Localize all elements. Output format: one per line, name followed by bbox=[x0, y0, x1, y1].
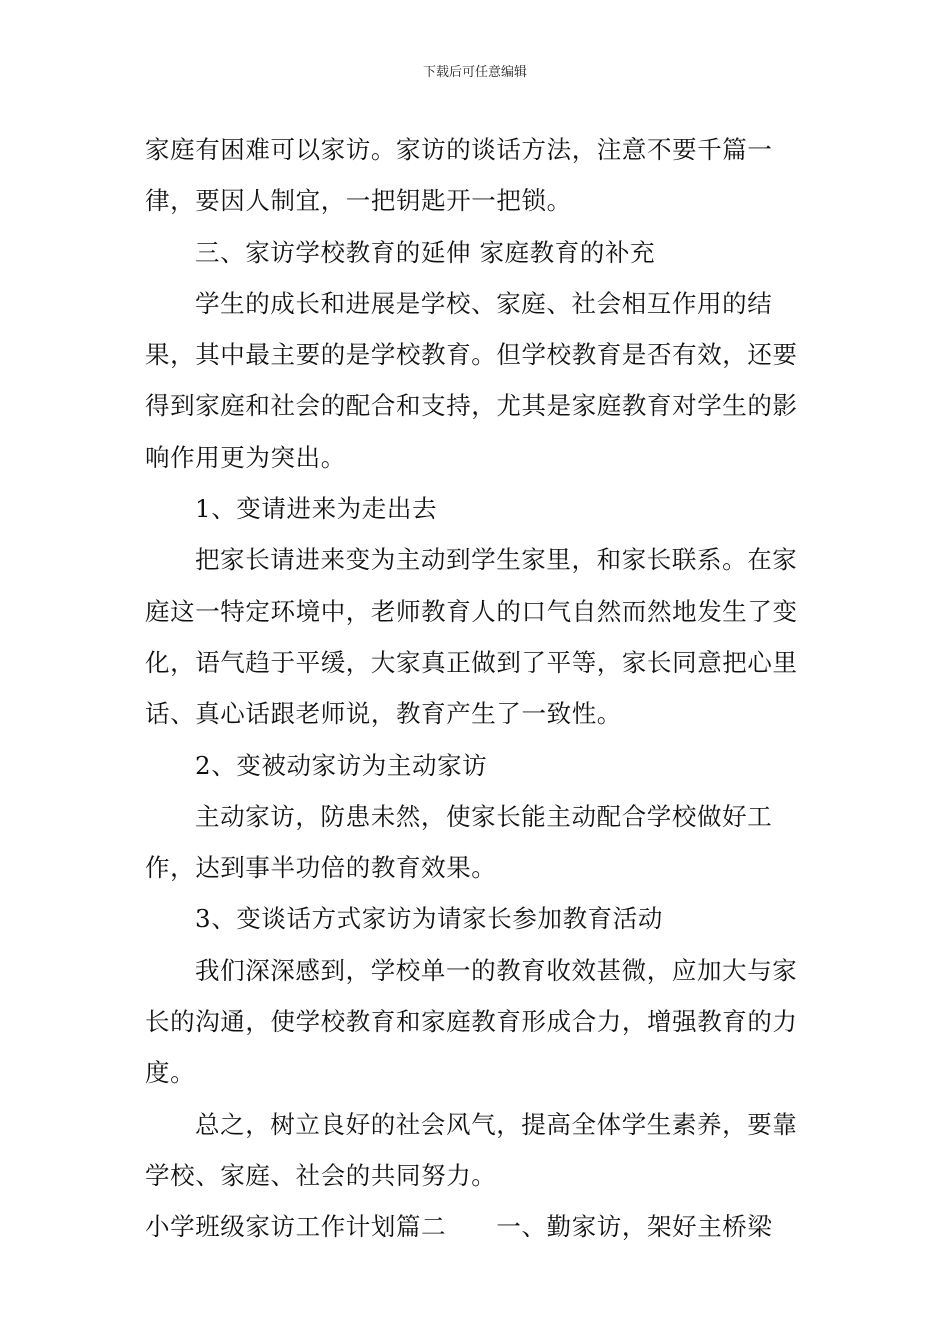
section-heading-3: 三、家访学校教育的延伸 家庭教育的补充 bbox=[195, 237, 656, 267]
item-heading-1: 1、变请进来为走出去 bbox=[195, 494, 438, 524]
paragraph-6: 总之，树立良好的社会风气，提高全体学生素养，要靠学校、家庭、社会的共同努力。 bbox=[145, 1109, 798, 1190]
item-heading-2: 2、变被动家访为主动家访 bbox=[195, 750, 488, 780]
paragraph-5: 我们深深感到，学校单一的教育收效甚微，应加大与家长的沟通，使学校教育和家庭教育形成合力，增强教育的力度。 bbox=[145, 955, 798, 1088]
item-heading-3: 3、变谈话方式家访为请家长参加教育活动 bbox=[195, 904, 663, 934]
next-section-line bbox=[145, 1201, 807, 1252]
paragraph-4: 主动家访，防患未然，使家长能主动配合学校做好工作，达到事半功倍的教育效果。 bbox=[145, 801, 773, 883]
paragraph-2: 学生的成长和进展是学校、家庭、社会相互作用的结果，其中最主要的是学校教育。但学校教育是否有效，还要得到家庭和社会的配合和支持，尤其是家庭教育对学生的影响作用更为突出。 bbox=[145, 288, 798, 472]
paragraph-3: 把家长请进来变为主动到学生家里，和家长联系。在家庭这一特定环境中，老师教育人的口气自然而然地发生了变化，语气趋于平缓，大家真正做到了平等，家长同意把心里话、真心话跟老师说，教育产生了一致性。 bbox=[145, 545, 798, 729]
document-body bbox=[145, 124, 807, 1253]
next-section-title: 小学班级家访工作计划篇二 bbox=[145, 1212, 447, 1242]
next-section-subtitle: 一、勤家访，架好主桥梁 bbox=[496, 1212, 773, 1242]
page-header: 下载后可任意编辑 bbox=[422, 65, 527, 80]
paragraph-1: 家庭有困难可以家访。家访的谈话方法，注意不要千篇一律，要因人制宜，一把钥匙开一把锁。 bbox=[145, 135, 773, 216]
